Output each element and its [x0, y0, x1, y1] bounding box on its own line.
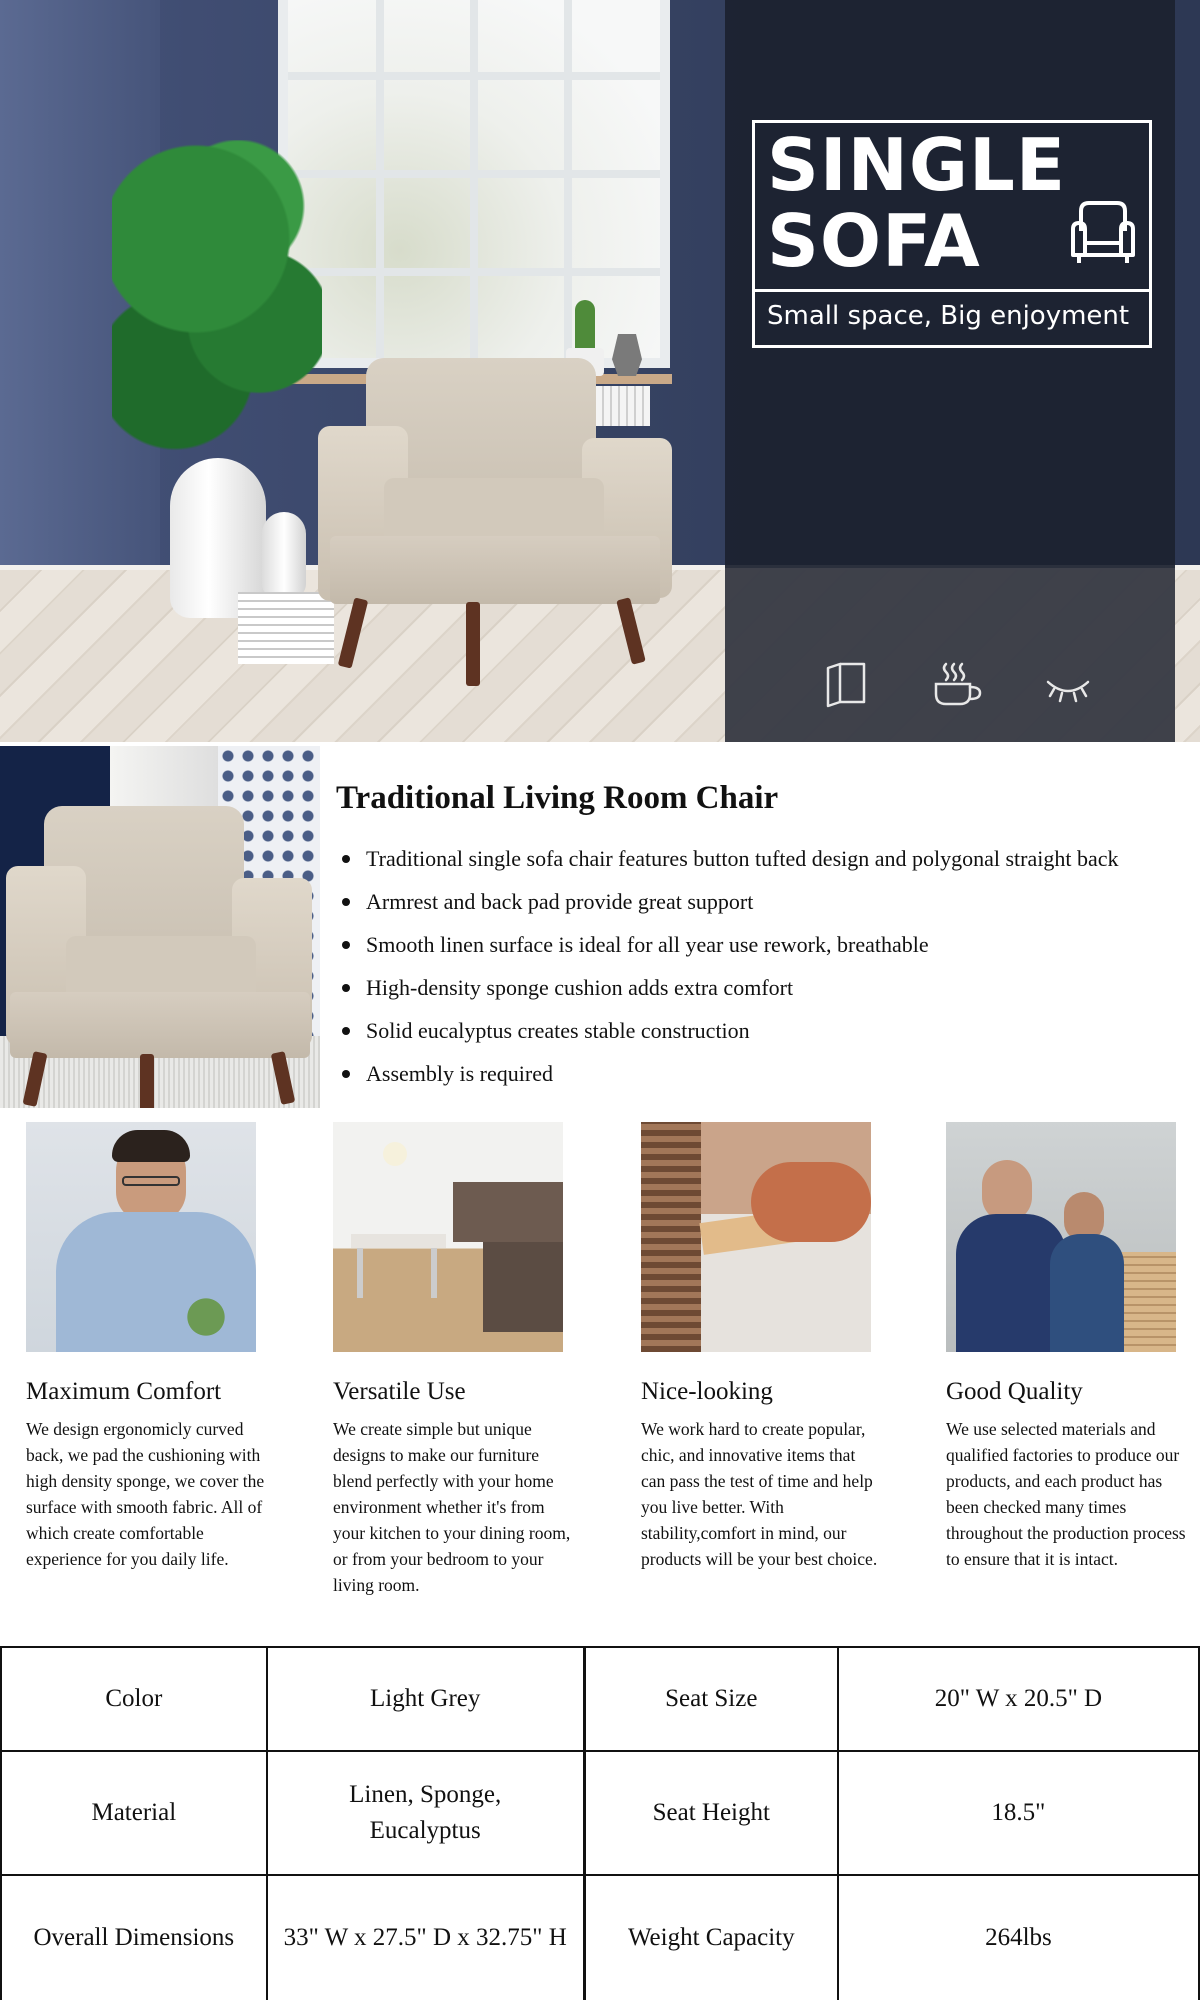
coffee-cup-icon: [932, 660, 984, 708]
bullet-item: Smooth linen surface is ideal for all year use rework, breathable: [336, 923, 1196, 966]
feature-text: We design ergonomicly curved back, we pad the cushioning with high density sponge, we cover the surface with smooth fabric. All of which create comfortable experience for you daily life.: [26, 1419, 265, 1569]
table-row: [1, 1647, 1199, 1751]
feature-title: Versatile Use: [333, 1378, 466, 1405]
hero-title: [767, 123, 1067, 283]
woodwork-hands-photo: [641, 1122, 871, 1352]
potted-plant-leaves: [112, 140, 322, 470]
armchair-icon: [1067, 197, 1139, 269]
feature-title: Nice-looking: [641, 1378, 773, 1405]
feature-text: We create simple but unique designs to make our furniture blend perfectly with your home environment whether it's from your kitchen to your dining room, or from your bedroom to your living room.: [333, 1419, 571, 1595]
spec-label: Seat Size: [584, 1647, 838, 1751]
sleeping-eye-icon: [1042, 660, 1094, 708]
bullet-item: Assembly is required: [336, 1052, 1196, 1095]
kitchen-dining-photo: [333, 1122, 563, 1352]
spec-value: 33" W x 27.5" D x 32.75" H: [267, 1875, 585, 2000]
hero-banner: [0, 0, 1200, 742]
spec-label: Color: [1, 1647, 267, 1751]
hero-title-line2: SOFA: [767, 199, 981, 283]
white-vase: [262, 512, 306, 598]
spec-label: Material: [1, 1751, 267, 1875]
bullet-item: Traditional single sofa chair features button tufted design and polygonal straight back: [336, 837, 1196, 880]
book-icon: [820, 660, 872, 708]
feature-card-comfort: [26, 1122, 266, 1572]
feature-card-versatile: [333, 1122, 573, 1598]
feature-card-nice-looking: [641, 1122, 881, 1572]
product-description: [336, 780, 1196, 1095]
bullet-item: Solid eucalyptus creates stable construction: [336, 1009, 1196, 1052]
spec-label: Weight Capacity: [584, 1875, 838, 2000]
spec-label: Seat Height: [584, 1751, 838, 1875]
hero-icon-row: [820, 660, 1100, 710]
product-armchair: [6, 806, 312, 1106]
product-photo: [0, 746, 320, 1108]
spec-value: 20" W x 20.5" D: [838, 1647, 1199, 1751]
table-row: [1, 1751, 1199, 1875]
spec-value: 18.5": [838, 1751, 1199, 1875]
feature-title: Good Quality: [946, 1378, 1083, 1405]
spec-value: Light Grey: [267, 1647, 585, 1751]
hero-armchair: [318, 358, 672, 688]
bullet-item: High-density sponge cushion adds extra comfort: [336, 966, 1196, 1009]
specification-table: [0, 1646, 1200, 2000]
relaxing-man-photo: [26, 1122, 256, 1352]
hero-icon-strip: [725, 568, 1175, 742]
feature-text: We work hard to create popular, chic, and innovative items that can pass the test of time and help you live better. With stability,comfort in mind, our products will be your best choice.: [641, 1419, 878, 1569]
spec-value: Linen, Sponge, Eucalyptus: [267, 1751, 585, 1875]
feature-card-quality: [946, 1122, 1186, 1572]
hero-title-divider: [755, 289, 1149, 292]
table-row: [1, 1875, 1199, 2000]
bullet-item: Armrest and back pad provide great support: [336, 880, 1196, 923]
hero-subtitle: Small space, Big enjoyment: [767, 301, 1130, 331]
window: [278, 0, 670, 368]
hero-title-line1: SINGLE: [767, 123, 1067, 207]
spec-value: 264lbs: [838, 1875, 1199, 2000]
factory-inspection-photo: [946, 1122, 1176, 1352]
feature-title: Maximum Comfort: [26, 1378, 222, 1405]
hero-title-frame: [752, 120, 1152, 348]
spec-label: Overall Dimensions: [1, 1875, 267, 2000]
feature-text: We use selected materials and qualified factories to produce our products, and each product has been checked many times throughout the production process to ensure that it is intact.: [946, 1419, 1186, 1569]
product-title: Traditional Living Room Chair: [336, 780, 779, 816]
feature-bullet-list: [336, 837, 1196, 1095]
